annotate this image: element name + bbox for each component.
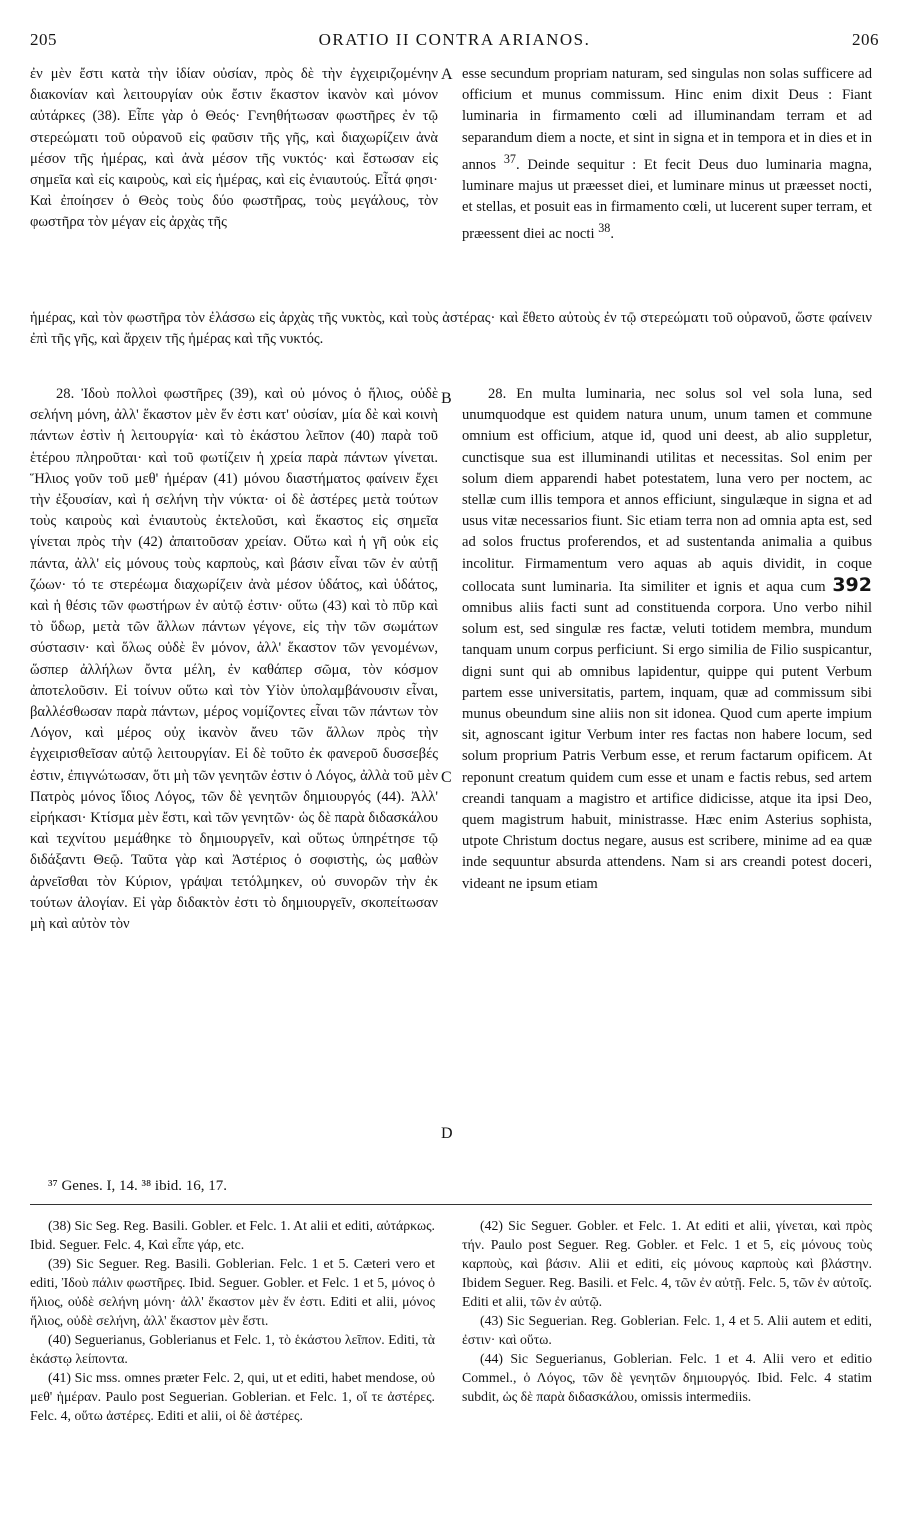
latin-text-a: 28. En multa luminaria, nec solus sol vel sola luna, sed unumquodque est quidem natura unum, unum tamen et commune omnium est officium, atque id, quod uni deest, ab alio suppletur, cunctisque sua est illuminandi utilitas et necessitas. Sol enim per solum diem apparendi habet potestatem, luna vero per noctem, ac stellæ cum illis tempora et annos efficiunt, singulæque in signa et ad usus vitæ necessarios fiunt. Sic etiam terra non ad omnia apta est, sed ad solos fructus proferendos, et ad sustentanda animalia a quibus incolitur. Firmamentum vero aquas ab aquis dividit, in coque collocata sunt luminaria. Ita similiter et ignis et aqua	[462, 386, 872, 595]
latin-section-28	[462, 384, 872, 895]
latin-text-cont: . Deinde sequitur : Et fecit Deus duo luminaria magna, luminare majus ut præesset diei, et luminare minus ut præesset nocti, et stellas, et posuit eas in firmamento cœli, ut lucerent super terram, et præessent diei ac nocti	[462, 156, 872, 243]
scripture-references: ³⁷ Genes. I, 14. ³⁸ ibid. 16, 17.	[48, 1178, 228, 1194]
footnotes-right	[462, 1216, 872, 1406]
page-number-left: 205	[30, 30, 57, 49]
footnote-40: (40) Seguerianus, Goblerianus et Felc. 1, τὸ ἑκάστου λεῖπον. Editi, τὰ ἑκάστῳ λείποντα.	[30, 1332, 435, 1366]
margin-letter-d: D	[441, 1125, 453, 1142]
margin-letter-a: A	[441, 66, 453, 83]
margin-letter-b: B	[441, 390, 452, 407]
running-header	[30, 30, 879, 56]
latin-column-top	[462, 64, 872, 245]
latin-paragraph: esse secundum propriam naturam, sed singulas non solas sufficere ad officium et munus commissum. Hinc enim dixit Deus : Fiant luminaria in firmamento cœli ad illuminandam terram et ad separandum diem a nocte, et sint in signa et in tempora et in dies et in annos $^{37}$. Deinde sequitur : Et fecit Deus duo luminaria magna, luminare majus ut præesset diei, et luminare minus ut præesset nocti, et stellas, et posuit eas in firmamento cœli, ut lucerent super terram, et præessent diei ac nocti $^{38}$.	[462, 66, 872, 243]
greek-section-28: 28. Ἰδοὺ πολλοὶ φωστῆρες (39), καὶ οὐ μόνος ὁ ἥλιος, οὐδὲ σελήνη μόνη, ἀλλ' ἕκαστον μὲν ἕν ἐστι κατ' οὐσίαν, μία δὲ καὶ κοινὴ πάντων ἐστὶν ἡ λειτουργία· καὶ τὸ ἑκάστου λεῖπον (40) παρὰ τοῦ ἑτέρου πληροῦται· καὶ τοῦ φωτίζειν ἡ χρεία παρὰ πάντων γίνεται. Ἥλιος γοῦν τοῦ μεθ' ἡμέραν (41) μόνου διαστήματος φαίνειν ἔχει τὴν ἐξουσίαν, καὶ ἡ σελήνη τὴν νύκτα· οἱ δὲ ἀστέρες μετὰ τούτων τοὺς καιροὺς καὶ ἐνιαυτοὺς ἐκτελοῦσι, καὶ ἕκαστος εἰς σημεῖα γίνεται πρὸς τὴν (42) ἀπαιτοῦσαν χρείαν. Οὕτω καὶ ἡ γῆ οὐκ εἰς πάντα, ἀλλ' εἰς μόνους τοὺς καρποὺς, καὶ βάσιν εἶναι τῶν ἐν αὐτῇ ζώων· τό τε στερέωμα διαχωρίζειν ἀνὰ μέσον ὑδάτος, καὶ ὑδάτος, καὶ ἡ θέσις τῶν φωστήρων ἐν αὐτῷ ἐστιν· οὕτω (43) καὶ τὸ πῦρ καὶ τὸ ὕδωρ, μετὰ τῶν ἄλλων πάντων γέγονε, εἰς τὴν τῶν σωμάτων σύστασιν· καὶ ὅλως οὐδὲ ἓν μόνον, ἀλλ' ἕκαστον τῶν γενομένων, ὥσπερ ἀλλήλων ὄντα μέλη, ἐν καθάπερ σῶμα, τὸν κόσμον ἀποτελοῦσιν. Εἰ τοίνυν οὕτω καὶ τὸν Υἱὸν ὑπολαμβάνουσιν εἶναι, βαλλέσθωσαν παρὰ πάντων, μέρος νομίζοντες εἶναι τῶν πάντων τὸν Λόγον, καὶ μέρος οὐχ ἱκανὸν ἄνευ τῶν ἄλλων πρὸς τὴν ἐγχειρισθεῖσαν αὐτῷ λειτουργίαν. Εἰ δὲ τοῦτο ἐκ φανεροῦ δυσσεβές ἐστιν, ἐπιγνώτωσαν, ὅτι μὴ τῶν γενητῶν ἐστιν ὁ Λόγος, ἀλλὰ τοῦ μὲν Πατρὸς μόνος ἴδιος Λόγος, τῶν δὲ γενητῶν δημιουργός (44). Ἀλλ' εἰρήκασι· Κτίσμα μὲν ἔστι, καὶ τῶν γενητῶν· ὡς δὲ παρὰ διδασκάλου καὶ τεχνίτου μεμάθηκε τὸ δημιουργεῖν, καὶ οὕτως ὑπηρέτησε τῷ διδάξαντι Θεῷ. Ταῦτα γὰρ καὶ Ἀστέριος ὁ σοφιστὴς, ὡς μαθὼν ἀρνεῖσθαι τὸν Κύριον, γράψαι τετόλμηκεν, οὐ συνορῶν τὴν ἐκ τούτων ἀλογίαν. Εἰ γὰρ διδακτὸν ἐστι τὸ δημιουργεῖν, σκοπείτωσαν μὴ καὶ αὐτὸν τὸν	[30, 386, 438, 933]
margin-letter-c: C	[441, 769, 452, 786]
footnote-43: (43) Sic Seguerian. Reg. Goblerian. Felc. 1, 4 et 5. Alii autem et editi, ἐστιν· καὶ οὕτω.	[462, 1313, 872, 1347]
greek-wide-text: ἡμέρας, καὶ τὸν φωστῆρα τὸν ἐλάσσω εἰς ἀρχὰς τῆς νυκτὸς, καὶ τοὺς ἀστέρας· καὶ ἔθετο αὐτοὺς ἐν τῷ στερεώματι τοῦ οὐρανοῦ, ὥστε φαίνειν ἐπὶ τῆς γῆς, καὶ ἄρχειν τῆς ἡμέρας καὶ τῆς νυκτός.	[30, 310, 872, 348]
footnote-39: (39) Sic Seguer. Reg. Basili. Goblerian. Felc. 1 et 5. Cæteri vero et editi, Ἰδοὺ πάλιν φωστῆρες. Ibid. Seguer. Gobler. et Felc. 1 et 5, μόνος ὁ ἥλιος, οὐδὲ σελήνη μόνη· ἀλλ' ἕκαστον μὲν ἕν ἐστι. Editi et alii, μόνος ἥλιος, οὐδὲ σελήνη, ἀλλ' ἕκαστον μὲν ἔστι.	[30, 1256, 435, 1328]
footnote-42: (42) Sic Seguer. Gobler. et Felc. 1. At editi et alii, γίνεται, καὶ πρὸς τήν. Paulo post Seguer. Reg. Gobler. et Felc. 1 et 5, εἰς μόνους τοὺς καρποὺς, καὶ βάσιν. Alii et editi, εἰς μόνους καρποὺς καὶ βλάστην. Ibidem Seguer. Reg. Basili. et Felc. 4, τῶν ἐν αὐτῇ. Felc. 5, τῶν ἐν αὐτοῖς. Editi et alii, τῶν ἐν αὐτῷ.	[462, 1218, 872, 1309]
latin-cum: cum	[800, 578, 826, 595]
greek-column-top	[30, 64, 438, 234]
latin-text-b: omnibus aliis facti sunt ad constituenda corpora. Uno verbo nihil solum est, sed singulæ res factæ, veluti totidem membra, mundum tanquam unum corpus perficiunt. Si ergo similia de Filio suspicantur, digni sunt qui ab omnibus lapidentur, quippe qui putent Verbum partem esse universitatis, partem, inquam, quæ ad commissum sibi munus obeundum sine aliis non sit idonea. Quod cum aperte impium sit, agnoscant igitur Verbum inter res factas non habere locum, sed solum proprium Patris Verbum esse, et rerum factarum opificem. At reponunt creatum quidem cum esse et unam e factis rebus, sed artem creandi tanquam a magistro et artifice didicisse, atque ita ipsi Deo, quem magistrum habuit, ministrasse. Hæc enim Asterius sophista, utpote Christum doctus negare, ausus est scribere, minime ad ea quæ inde sequuntur absurda attendens. Nam si ars creandi potest doceri, videant ne ipsum etiam	[462, 600, 872, 892]
footnote-44: (44) Sic Seguerianus, Goblerian. Felc. 1 et 4. Alii vero et editio Commel., ὁ Λόγος, τῶν δὲ γενητῶν δημιουργός. Ibid. Felc. 4 statim subdit, ὡς δὲ παρὰ διδασκάλου, omissis intermediis.	[462, 1351, 872, 1404]
footnotes-left	[30, 1216, 435, 1425]
greek-column-main	[30, 384, 438, 935]
greek-wide-line	[30, 308, 872, 350]
running-title: ORATIO II CONTRA ARIANOS.	[318, 30, 591, 49]
footnote-ref-38: 38	[598, 221, 611, 236]
footnote-rule	[30, 1204, 872, 1205]
latin-text: esse secundum propriam naturam, sed singulas non solas sufficere ad officium et munus commissum. Hinc enim dixit Deus : Fiant luminaria in firmamento cœli ad illuminandam terram et ad separandum diem a nocte, et sint in signa et in tempora et in dies et in annos	[462, 66, 872, 173]
footnote-ref-37: 37	[503, 151, 516, 166]
latin-column-main	[462, 384, 872, 895]
footnote-41: (41) Sic mss. omnes præter Felc. 2, qui, ut et editi, habet mendose, οὐ μεθ' ἡμέραν. Paulo post Seguerian. Goblerian. et Felc. 1, οἵ τε ἀστέρες. Felc. 4, οὕτω ἀστέρες. Editi et alii, οἱ δὲ ἀστέρες.	[30, 1370, 435, 1423]
greek-paragraph: ἐν μὲν ἔστι κατὰ τὴν ἰδίαν οὐσίαν, πρὸς δὲ τὴν ἐγχειριζομένην διακονίαν καὶ λειτουργίαν οὐκ ἔστιν ἕκαστον ἱκανὸν καὶ μόνον αὐτάρκες (38). Εἶπε γὰρ ὁ Θεός· Γενηθήτωσαν φωστῆρες ἐν τῷ στερεώματι τοῦ οὐρανοῦ εἰς φαῦσιν τῆς γῆς, καὶ διαχωρίζειν ἀνὰ μέσον τῆς ἡμέρας, καὶ ἀνὰ μέσον τῆς νυκτός· καὶ ἔστωσαν εἰς σημεῖα καὶ εἰς καιροὺς, καὶ εἰς ἡμέρας, καὶ εἰς ἐνιαυτούς. Εἶτά φησι· Καὶ ἐποίησεν ὁ Θεὸς τοὺς δύο φωστῆρας, τοὺς μεγάλους, τὸν φωστῆρα τὸν μέγαν εἰς ἀρχὰς τῆς	[30, 66, 438, 231]
volume-column-number: 392	[832, 573, 872, 596]
page-number-right: 206	[852, 30, 879, 49]
footnote-38: (38) Sic Seg. Reg. Basili. Gobler. et Felc. 1. At alii et editi, αὐτάρκως. Ibid. Seguer. Felc. 4, Καὶ εἶπε γάρ, etc.	[30, 1218, 435, 1252]
